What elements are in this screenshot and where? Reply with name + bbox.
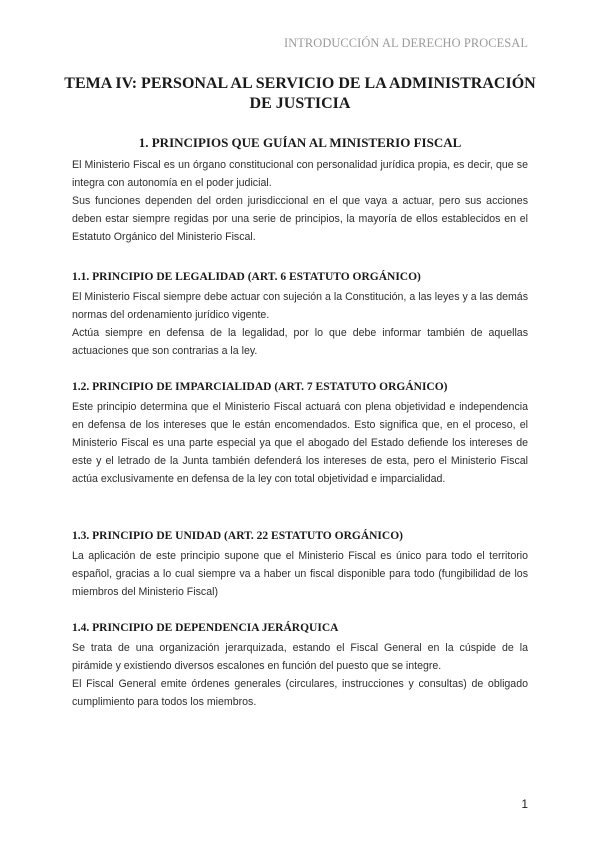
paragraph: La aplicación de este principio supone que el Ministerio Fiscal es único para todo el territorio español, gracias a lo cual siempre va a haber un fiscal disponible para todo (fungibilidad de los miembros del Ministerio Fiscal) xyxy=(72,550,528,598)
subsection-heading: 1.3. PRINCIPIO DE UNIDAD (ART. 22 ESTATUTO ORGÁNICO) xyxy=(72,530,403,542)
paragraph: Sus funciones dependen del orden jurisdiccional en el que vaya a actuar, pero sus acciones deben estar siempre regidas por una serie de principios, la mayoría de ellos establecidos en el Estatuto Orgánico del Ministerio Fiscal. xyxy=(72,195,528,243)
subsection-heading: 1.1. PRINCIPIO DE LEGALIDAD (ART. 6 ESTATUTO ORGÁNICO) xyxy=(72,271,421,283)
subsection-heading: 1.2. PRINCIPIO DE IMPARCIALIDAD (ART. 7 ESTATUTO ORGÁNICO) xyxy=(72,381,448,393)
paragraph: El Ministerio Fiscal siempre debe actuar con sujeción a la Constitución, a las leyes y a las demás normas del ordenamiento jurídico vigente. xyxy=(72,291,528,321)
document-title: TEMA IV: PERSONAL AL SERVICIO DE LA ADMINISTRACIÓN DE JUSTICIA xyxy=(64,75,536,112)
paragraph: El Ministerio Fiscal es un órgano constitucional con personalidad jurídica propia, es decir, que se integra con autonomía en el poder judicial. xyxy=(72,159,528,189)
paragraph: El Fiscal General emite órdenes generales (circulares, instrucciones y consultas) de obligado cumplimiento para todos los miembros. xyxy=(72,678,528,708)
page-number: 1 xyxy=(521,797,528,811)
running-header: INTRODUCCIÓN AL DERECHO PROCESAL xyxy=(283,36,528,50)
paragraph: Este principio determina que el Ministerio Fiscal actuará con plena objetividad e independencia en defensa de los intereses que le están encomendados. Esto significa que, en el proceso, el Ministerio Fiscal es una parte especial ya que el abogado del Estado defiende los intereses de este y el letrado de la Junta también defenderá los intereses de esta, pero el Ministerio Fiscal actúa exclusivamente en defensa de la ley con total objetividad e imparcialidad. xyxy=(72,401,528,485)
subsection-heading: 1.4. PRINCIPIO DE DEPENDENCIA JERÁRQUICA xyxy=(72,622,339,634)
paragraph: Se trata de una organización jerarquizada, estando el Fiscal General en la cúspide de la pirámide y existiendo diversos escalones en función del puesto que se integre. xyxy=(72,642,528,672)
paragraph: Actúa siempre en defensa de la legalidad, por lo que debe informar también de aquellas actuaciones que son contrarias a la ley. xyxy=(72,327,528,357)
section-heading: 1. PRINCIPIOS QUE GUÍAN AL MINISTERIO FISCAL xyxy=(138,135,462,150)
